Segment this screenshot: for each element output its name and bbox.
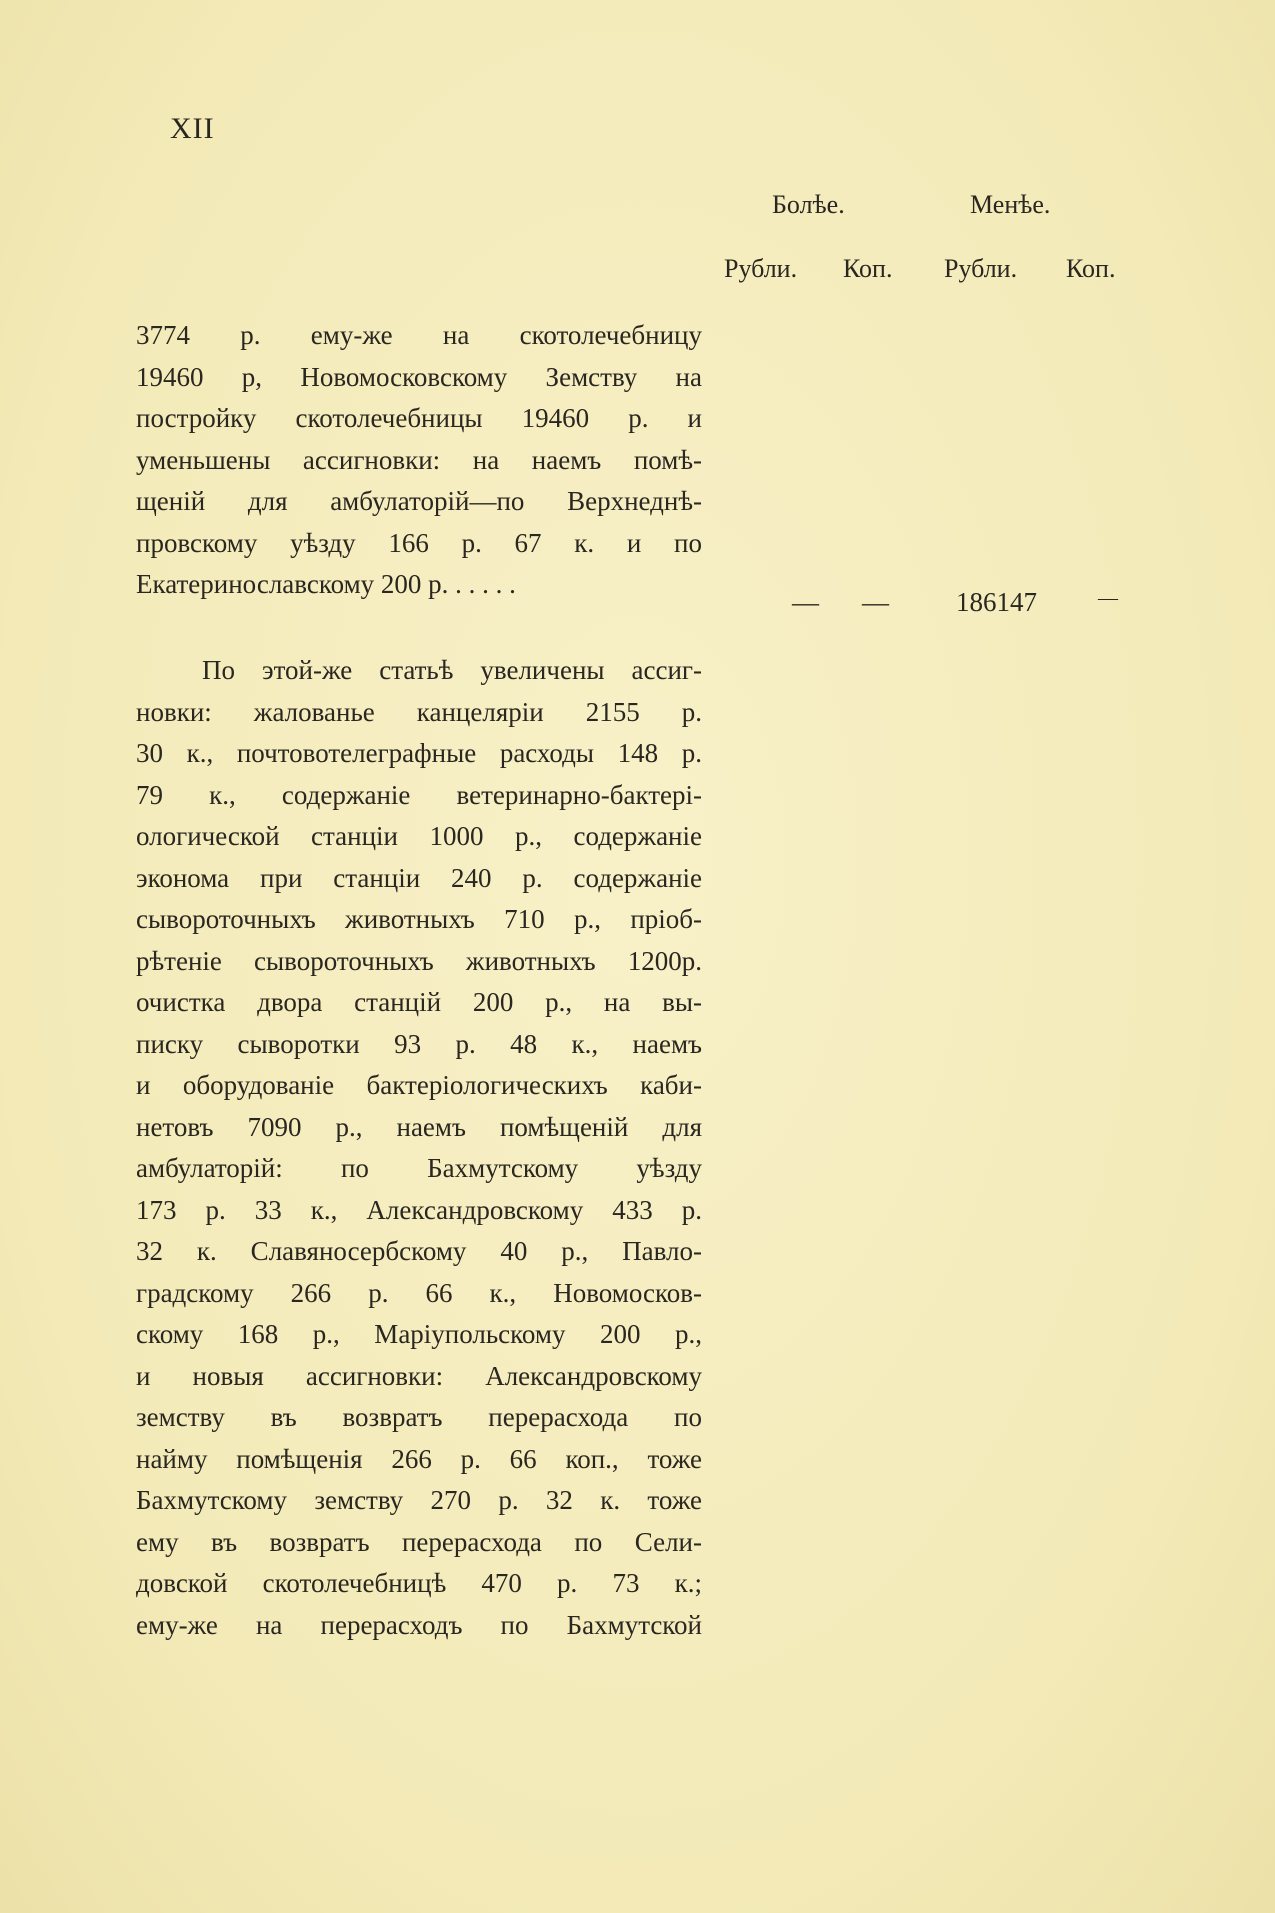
amount-more-rubles: —: [792, 587, 819, 617]
amount-more-kop: —: [862, 587, 889, 617]
text-line: щеній для амбулаторій—по Верхнеднѣ-: [136, 486, 702, 516]
text-line: рѣтеніе сывороточныхъ животныхъ 1200р.: [136, 945, 702, 976]
text-line: амбулаторій: по Бахмутскому уѣзду: [136, 1153, 702, 1183]
text-line: писку сыворотки 93 р. 48 к., наемъ: [136, 1028, 702, 1059]
amount-less-rubles: 186147: [956, 587, 1037, 617]
amount-less-kop: —: [1098, 587, 1118, 609]
text-line: сывороточныхъ животныхъ 710 р., пріоб-: [136, 904, 702, 934]
text-line: 173 р. 33 к., Александровскому 433 р.: [136, 1194, 702, 1225]
text-line: ологической станціи 1000 р., содержаніе: [136, 821, 702, 851]
text-line: и новыя ассигновки: Александровскому: [136, 1360, 702, 1391]
column-header-rubles-less: Рубли.: [944, 254, 1018, 283]
text-line: 32 к. Славяносербскому 40 р., Павло-: [136, 1236, 702, 1266]
text-line: градскому 266 р. 66 к., Новомосков-: [136, 1277, 702, 1308]
text-line: довской скотолечебницѣ 470 р. 73 к.;: [136, 1568, 702, 1598]
page-number: XII: [170, 112, 215, 145]
text-line: найму помѣщенія 266 р. 66 коп., тоже: [136, 1443, 702, 1474]
column-header-less: Менѣе.: [970, 190, 1051, 219]
column-header-rubles-more: Рубли.: [724, 254, 798, 283]
text-line: 30 к., почтовотелеграфные расходы 148 р.: [136, 738, 702, 768]
text-line: эконома при станціи 240 р. содержаніе: [136, 862, 702, 893]
text-line: постройку скотолечебницы 19460 р. и: [136, 403, 702, 433]
text-line: ему-же на перерасходъ по Бахмутской: [136, 1609, 702, 1640]
paragraph-2: [136, 650, 702, 1646]
text-line: Бахмутскому земству 270 р. 32 к. тоже: [136, 1485, 702, 1515]
text-line: ему въ возвратъ перерасхода по Сели-: [136, 1526, 702, 1557]
text-line: новки: жалованье канцеляріи 2155 р.: [136, 696, 702, 727]
text-line: 19460 р, Новомосковскому Земству на: [136, 361, 702, 392]
text-line: нетовъ 7090 р., наемъ помѣщеній для: [136, 1111, 702, 1142]
text-line: провскому уѣзду 166 р. 67 к. и по: [136, 527, 702, 558]
text-line: уменьшены ассигновки: на наемъ помѣ-: [136, 444, 702, 475]
paragraph-1: [136, 315, 702, 606]
text-line: очистка двора станцій 200 р., на вы-: [136, 987, 702, 1017]
column-header-kop-less: Коп.: [1066, 254, 1116, 283]
text-line: скому 168 р., Маріупольскому 200 р.,: [136, 1319, 702, 1349]
text-line: 3774 р. ему-же на скотолечебницу: [136, 320, 702, 350]
column-header-kop-more: Коп.: [843, 254, 893, 283]
text-line: земству въ возвратъ перерасхода по: [136, 1402, 702, 1432]
text-line: 79 к., содержаніе ветеринарно-бактері-: [136, 779, 702, 810]
text-line: По этой-же статьѣ увеличены ассиг-: [202, 655, 702, 685]
column-header-more: Болѣе.: [772, 190, 845, 219]
text-line: и оборудованіе бактеріологическихъ каби-: [136, 1070, 702, 1100]
text-line: Екатеринославскому 200 р. . . . . .: [136, 569, 516, 599]
